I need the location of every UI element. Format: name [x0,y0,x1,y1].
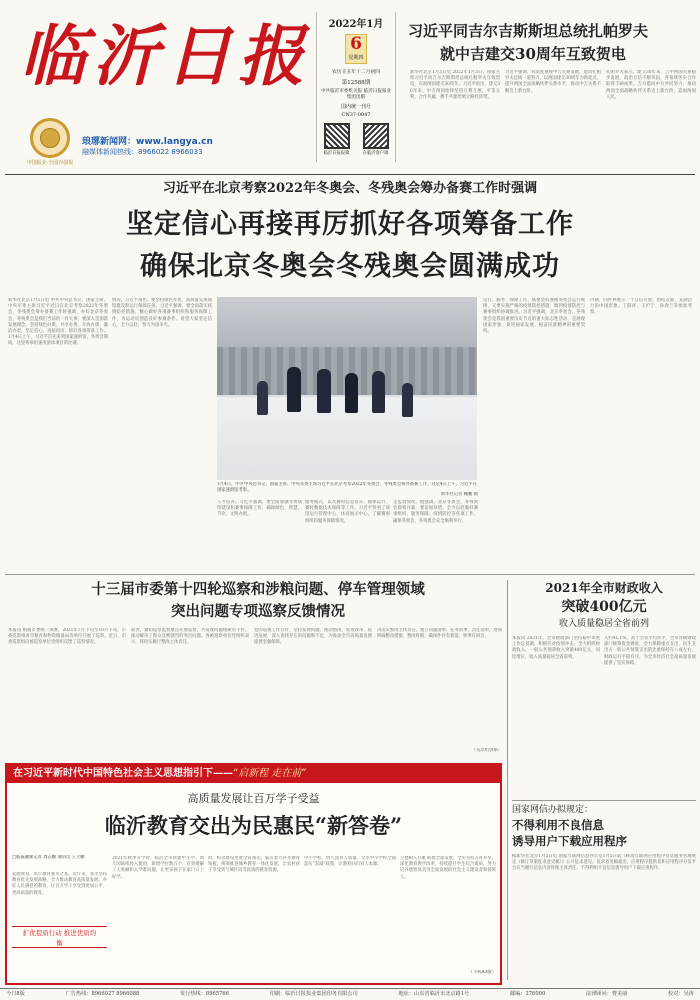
lead-bottom-3: 企监督情况。他强调，北京冬奥会、冬残奥会即将开幕，要倍加珍惜，全力以赴做好赛事组织、服务保障、疫情防控等各项工作，确保冬奥会、冬残奥会安全顺利举行。 [393,500,478,524]
lead-col-1: 新华社北京1月5日电 中共中央总书记、国家主席、中央军委主席习近平近日在北京考察2022年冬奥会、冬残奥会筹办备赛工作时强调，办好北京冬奥会、冬残奥会是我们当前的一件大事，要深入贯彻新发展理念，坚持绿色办奥、共享办奥、开放办奥、廉洁办奥，坚定信心，再接再厉，抓好各项筹备工作。1月4日上午，习近平首先来到国家速滑馆，冬奥会期间，这里将承担速度滑冰项目的比赛。 [8,298,108,347]
special-sidebar-text: 扩优提质行动 推进优质均衡 [22,929,97,947]
lead-photo [217,297,477,480]
lead-headline-1: 坚定信心再接再厉抓好各项筹备工作 [126,209,574,240]
cn-number: CN37-0047 [341,112,371,118]
special-sidebar [12,926,107,948]
badge-emblem [30,118,70,158]
qr-code-1[interactable] [324,123,350,149]
masthead-char-1: 临 [20,17,86,95]
photo-figure-5 [402,383,413,417]
top-story-col-1: 新华社北京1月5日电 2022年1月5日，国家主席习近平同吉尔吉斯斯坦总统扎帕罗夫互致贺电，庆祝两国建交30周年。习近平指出，建交30年来，中吉两国始终坚持互利互惠，平等互利，合作共赢，携手共建丝绸之路经济带。 [410,70,500,100]
special-col-5: 立德树人启航 助推全面发展。全市坚持五育并举，深化教育教学改革，持续提升学生综合素质，努力培养德智体美劳全面发展的社会主义建设者和接班人。 [400,856,496,880]
lead-headline-2: 确保北京冬奥会冬残奥会圆满成功 [140,251,560,282]
footer-item-legal: 法律顾问：曹美丽 [585,991,628,997]
lead-col-2: 情况。习近平指出，要坚持绿色办奥，高质量完成场馆建设和运行保障任务。习近平强调，要全面落实疫情防控措施，精心做好各项赛事组织和服务保障工作，为运动员创造良好参赛条件。希望大家坚定信心，全力以赴，努力为国争光。 [112,298,212,328]
fiscal-col-2: 入约41.1%，高于全省平均水平。全市各级财政部门统筹资金调度，全力保障重点支出，民生支出占一般公共预算支出的比重保持在八成左右，财政运行平稳有序，为全市经济社会高质量发展提供了坚实保障。 [604,636,696,666]
website-url[interactable]: www.langya.cn [136,137,213,147]
footer-item-pages: 今日8版 [6,991,25,997]
photo-figure-4 [372,371,385,413]
cyber-headline-1: 不得利用不良信息 [512,818,604,832]
footer-item-postcode: 邮编：276000 [509,991,546,997]
weekday: 星期四 [348,55,364,61]
hotline-label: 融媒体新闻热线： [82,148,138,156]
qr-label-2: 在临沂客户端 [362,151,389,156]
footer-item-address: 地址：山东省临沂市北京路1号 [398,991,470,997]
masthead-char-4: 报 [237,17,304,95]
cyber-body: 据新华社北京1月5日电 国家互联网信息办公室1月5日就《移动互联网应用程序信息服务管理规定（修订草案征求意见稿）》公开征求意见。征求意见稿提出，应用程序提供者和应用程序分发平台应当履行信息内容管理主体责任，不得利用不良信息诱导用户下载应用程序。 [512,854,696,872]
photo-figure-1 [287,367,301,412]
top-story-col-3: 扎帕罗夫表示，建交30年来，吉中两国关系稳步发展，政治互信不断巩固，各领域务实合作取得丰硕成果。吉方愿同中方共同努力，推动两国全面战略伙伴关系迈上新台阶，造福两国人民。 [606,70,696,100]
divider-lead [5,574,695,575]
photo-figure-2 [317,369,331,413]
special-byline: □临报融媒记者 周志鹏 通讯员 王立鹏 [12,855,85,860]
cyber-headline-2: 诱导用户下载应用程序 [512,834,627,848]
lead-photo-caption: 1月4日，中共中央总书记、国家主席、中央军委主席习近平在北京考察2022年冬奥会、冬残奥会筹办备赛工作。这是4日上午，习近平在国家速滑馆考察。 [217,482,477,494]
city-col-4: 决落实整改主体责任，建立问题清单、任务清单、责任清单，逐项明确整改措施、整改时限，确保件件有着落、事事有回音。 [377,628,502,640]
city-headline-1: 十三届市委第十四轮巡察和涉粮问题、停车管理领域 [91,581,425,598]
qr-labels [317,150,395,156]
date-block [316,12,396,162]
lead-kicker: 习近平在北京考察2022年冬奥会、冬残奥会筹办备赛工作时强调 [162,181,538,196]
special-col-1: 起跑教育，筑牢教育强市之基。近年来，我市坚持教育优先发展战略，全力推动教育高质量发展，办好人民满意的教育，让百万学子享受到更加公平、更高质量的教育。 [12,872,107,896]
top-story-headline-1: 习近平同吉尔吉斯斯坦总统扎帕罗夫 [408,22,649,40]
qr-label-1: 临沂日报报微 [323,151,350,156]
divider-vertical-right [507,580,508,980]
website-line [82,134,213,147]
fiscal-subhead: 收入质量稳居全省前列 [558,619,649,629]
publisher: 中共临沂市委机关报 临沂日报报业集团出版 [320,89,392,100]
special-headline: 临沂教育交出为民惠民“新答卷” [104,813,403,838]
lead-bottom-2: 服务模式，以及赛时信息发布、媒体运行、赛时数据技术保障等工作。习近平察看了场馆运行管理中心、体育展示中心，了解赛事组织和服务保障情况。 [305,500,390,524]
footer-item-ad: 广告热线：8966027 8966088 [65,991,140,997]
hotline-line [82,147,203,157]
lead-col-3: 运行、服务、保障工作，既要坚持遵循冬奥会运行规律，又要实施严格的疫情防控措施，做到疫情防控与赛事组织协调推进。习近平强调，北京冬奥会、冬残奥会是我国重要历史节点的重大标志性活动，是展现国家形象、促进国家发展、振奋民族精神的重要契机。 [483,298,585,335]
footer-item-distribution: 发行热线：8965766 [179,991,229,997]
qr-row [317,123,395,149]
issue-number: 第12588期 [341,80,371,86]
divider-fiscal [512,800,696,801]
badge-inner-icon [40,128,60,148]
year-month: 2022年1月 [328,19,384,30]
special-more[interactable]: （下转A3版） [468,970,496,975]
city-col-3: 党的巡视工作方针，坚持发现问题、推动整改、促进改革、促进发展，深入查找存在的问题和不足，为推动全市高质量发展提供坚强保障。 [254,628,372,646]
masthead-title [20,10,304,102]
footer-item-printer: 印刷：临沂日报报业集团印务有限公司 [269,991,358,997]
fiscal-headline-1: 2021年全市财政收入 [545,581,663,595]
city-col-2: 职责，紧扣巡察监督重点开展巡察，共发现问题线索若干件，推动解决了群众反映强烈的突出问题。各被巡察单位党组织表示，将切实履行整改主体责任。 [131,628,249,646]
top-story-headline-2: 就中吉建交30周年互致贺电 [440,45,626,63]
website-label: 琅琊新闻网： [82,137,137,147]
qr-code-2[interactable] [363,123,389,149]
day-number: 6 [350,34,362,54]
special-banner [7,765,500,783]
special-subhead: 高质量发展让百万学子受益 [187,792,320,805]
cyber-kicker: 国家网信办拟规定： [512,805,594,815]
lead-col-4: 内涵，向世界展示一个自信开放、团结友爱、充满活力的中国形象。丁薛祥、王沪宁、孙春兰等参加考察。 [590,298,692,316]
lead-photo-credit: 新华社记者 鞠鹏 摄 [440,492,478,497]
divider-masthead [5,174,695,175]
special-banner-main: 在习近平新时代中国特色社会主义思想指引下—— [13,768,233,779]
fiscal-col-1: 本报讯 2021年，全市财政部门坚持稳中求进工作总基调，积极应对疫情冲击，全力组织财政收入，一般公共预算收入突破400亿元，同比增长，收入质量稳居全省前列。 [512,636,600,660]
city-note: （巡察组供稿） [471,748,502,753]
photo-figure-3 [345,373,358,413]
badge-label: 中国报业·全国百强报 [26,160,74,166]
edition: 国内统一刊号 [340,104,371,110]
masthead-char-3: 日 [165,17,232,95]
masthead-char-2: 沂 [92,17,159,95]
fiscal-headline-2: 突破400亿元 [561,599,647,615]
city-headline-2: 突出问题专项巡察反馈情况 [171,603,345,620]
photo-figure-6 [257,381,268,415]
top-story-col-2: 习近平强调，我高度重视中吉关系发展，愿同扎帕罗夫总统一道努力，以两国建交30周年为新起点，提升两国全面战略伙伴关系水平，推动中吉关系不断迈上新台阶。 [505,70,601,94]
special-banner-slogan: “启新程 走在前” [233,768,307,779]
special-col-2: 2021年秋季开学时，临沂全市新建中小学、幼儿园陆续投入使用，新增学位数万个，有效缓解了大班额和入学难问题，让更多孩子在家门口上好学。 [112,856,204,880]
day-box [345,34,367,64]
footer-item-proof: 校对：吴涛 [668,991,694,997]
footer-bar [0,988,700,1000]
lead-bottom-1: 人才培养。习近平强调，要全面加强冬奥场馆建设和赛事保障工作，确保绿色、智慧、节俭、文明办奥。 [217,500,302,518]
city-col-1: 本报讯 根据市委统一部署，2021年7月下旬至10月下旬，市委巡察组对市粮食和物资储备局等单位开展了巡察。近日，市委巡察组向被巡察单位党组织反馈了巡察情况。 [8,628,126,646]
hotline-numbers: 8966022 8966033 [138,148,203,156]
special-col-4: 中小学校、幼儿园育人质量。全市中小学校全面落实“双减”政策，让教育回归育人本源。 [304,856,396,868]
lunar-date: 农历辛丑年十二月初四 [332,70,380,75]
special-col-3: 时，校舍建设进度全省领先。临沂着力补齐教育短板，统筹推进城乡教育一体化发展，让农村孩子享受到与城区同等优质的教育资源。 [208,856,300,874]
